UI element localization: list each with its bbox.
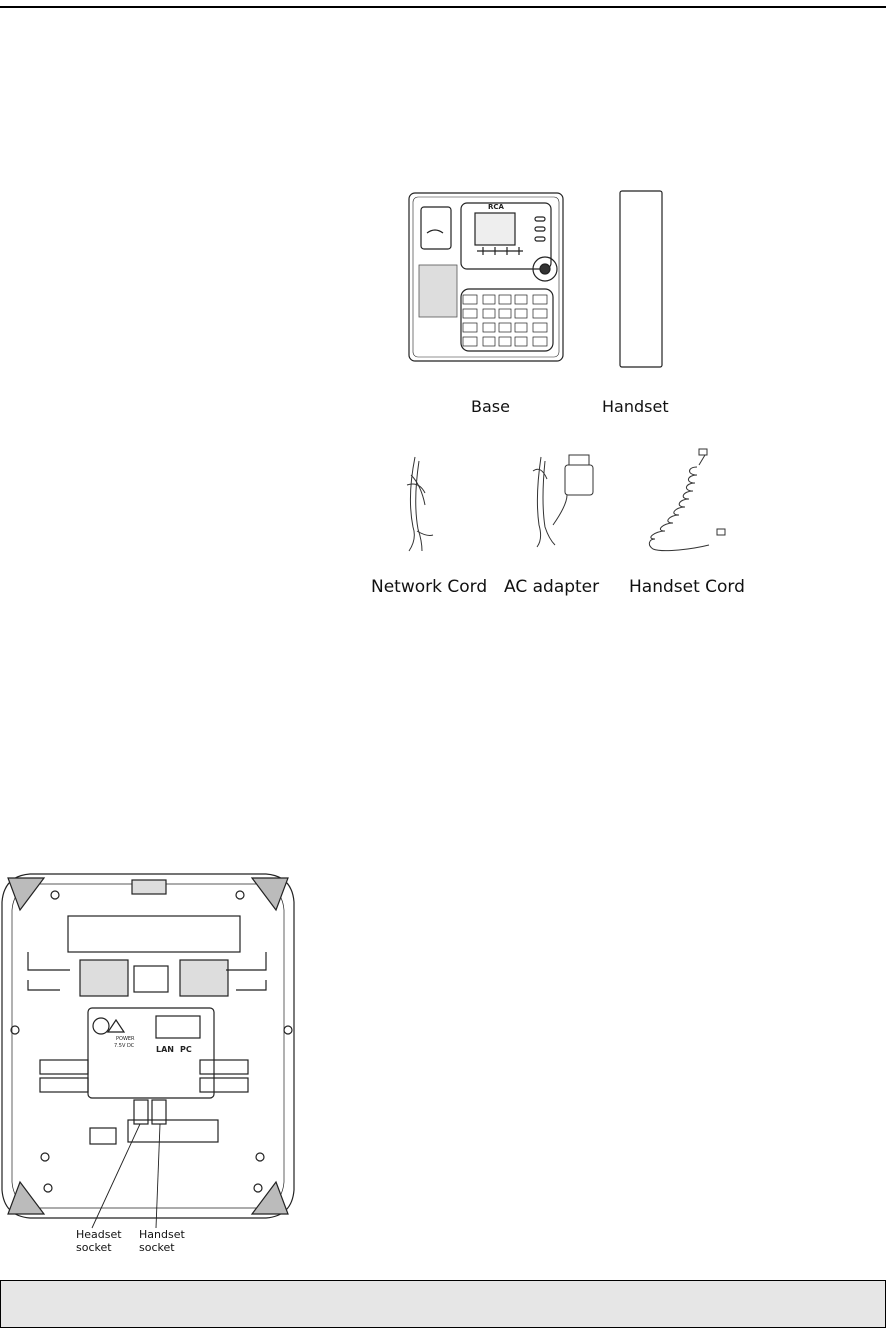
- rear-panel-figure: [0, 870, 296, 1254]
- phone-logo-text: RCA: [488, 203, 504, 211]
- caption-ac-adapter: AC adapter: [504, 577, 600, 597]
- rear-panel-illustration: [0, 870, 296, 1254]
- headset-socket-label: [76, 1228, 122, 1254]
- handset-socket-label: [139, 1228, 185, 1254]
- handset-cord-drawing: [649, 449, 725, 551]
- handset-drawing: [620, 191, 662, 367]
- lan-port-label: LAN: [156, 1045, 174, 1054]
- caption-handset: Handset: [602, 397, 669, 416]
- footer-note-box: [0, 1280, 886, 1328]
- caption-network-cord: Network Cord: [371, 577, 488, 597]
- handset-socket-label-line2: socket: [139, 1241, 175, 1254]
- headset-socket-label-line1: Headset: [76, 1228, 122, 1241]
- package-contents-figure: [363, 185, 745, 605]
- header-rule: [0, 6, 886, 8]
- network-cord-drawing: [407, 457, 433, 551]
- caption-base: Base: [471, 397, 510, 416]
- power-rating-label: 7.5V DC: [114, 1043, 135, 1049]
- handset-socket-label-line1: Handset: [139, 1228, 185, 1241]
- headset-socket-label-line2: socket: [76, 1241, 112, 1254]
- pc-port-label: PC: [180, 1045, 192, 1054]
- power-label: POWER: [116, 1036, 135, 1042]
- ac-adapter-drawing: [533, 455, 593, 547]
- package-contents-illustration: [363, 185, 741, 605]
- base-phone-drawing: [409, 193, 563, 361]
- caption-handset-cord: Handset Cord: [629, 577, 745, 597]
